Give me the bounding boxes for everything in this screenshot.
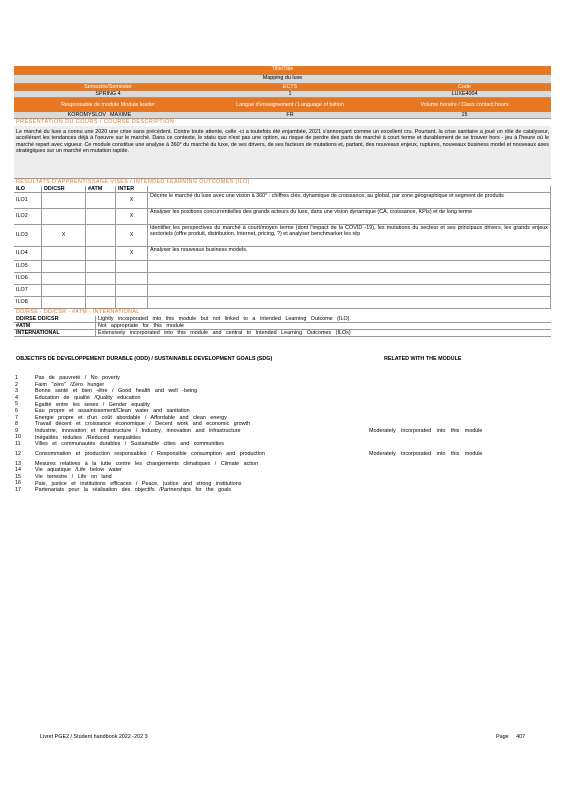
sdg-text: Energie propre et d'un coût abordable / Affordable and clean energy [35, 414, 227, 421]
syllabus-page [14, 66, 551, 494]
footer-right [496, 734, 525, 740]
sdg-text: Mesures relatives à la lutte contre les changements climatiques / Climate action [35, 460, 258, 467]
ilo-inter: X [116, 247, 148, 261]
responsable-value-row [14, 112, 551, 119]
ilo-atm [86, 247, 116, 261]
title-label: Title/Title [271, 66, 294, 72]
semester-value-row [14, 91, 551, 98]
ilo-description: Analyser les nouveaux business models. [148, 247, 551, 261]
sdg-text: Egalité entre les sexes / Gender equality [35, 401, 150, 408]
ilo-description [148, 285, 551, 297]
title-bar [14, 66, 551, 75]
sdg-number: 10 [15, 434, 21, 441]
ilo-heading-row [14, 179, 551, 186]
sdg-text: Consommation et production responsables / Responsible consumption and production [35, 450, 265, 457]
ilo-row [14, 273, 551, 285]
legend-heading: DD/RSE - DD/CSR - #ATM - INTERNATIONAL [16, 309, 140, 315]
ilo-table-body [14, 193, 551, 309]
legend-text: Not appropriate for this module [98, 323, 185, 329]
sdg-row [14, 461, 551, 468]
sdg-related-heading: RELATED WITH THE MODULE [384, 356, 462, 362]
responsable-value-1: KOROMYSLOV [67, 112, 106, 118]
sdg-related: Moderately incorporated into this module [369, 450, 483, 457]
sdg-row [14, 401, 551, 408]
ilo-column-header [14, 186, 551, 193]
ilo-dd-csr [42, 273, 86, 285]
ilo-atm [86, 225, 116, 247]
ilo-atm [86, 261, 116, 273]
ects-value: 1 [288, 91, 292, 97]
presentation-body-row [14, 126, 551, 179]
sdg-row [14, 408, 551, 415]
ilo-row [14, 209, 551, 225]
legend-text: Extensively incorporated into this module and central to Intended Learning Outcomes (ILOs) [98, 330, 351, 336]
sdg-text: Eau propre et assainissement/Clean water and sanitation [35, 408, 190, 415]
sdg-row [14, 434, 551, 441]
col-description [148, 186, 551, 193]
ilo-dd-csr [42, 247, 86, 261]
responsable-header-row [14, 98, 551, 112]
sdg-heading-row [14, 356, 551, 375]
sdg-number: 14 [15, 467, 21, 474]
sdg-number: 7 [15, 414, 18, 421]
ilo-description [148, 261, 551, 273]
ilo-inter [116, 297, 148, 309]
sdg-list [14, 375, 551, 494]
title-value-row [14, 75, 551, 84]
sdg-number: 8 [15, 421, 18, 428]
ilo-id: ILO8 [14, 297, 42, 309]
sdg-number: 2 [15, 381, 18, 388]
semester-header-row [14, 84, 551, 91]
ilo-dd-csr [42, 285, 86, 297]
sdg-row [14, 474, 551, 481]
sdg-row [14, 480, 551, 487]
semester-value: SPRING 4 [95, 91, 121, 97]
ilo-description: Analyser les positions concurrentielles des grands acteurs du luxe, dans une vision dynamique (CA, croissance, KPIs) et de long terme [148, 209, 551, 225]
sdg-number: 15 [15, 473, 21, 480]
sdg-row [14, 428, 551, 435]
sdg-row [14, 487, 551, 494]
sdg-text: Vie terrestre / Life on land [35, 473, 112, 480]
sdg-text: Pas de pauvreté / No poverty [35, 375, 120, 382]
ilo-dd-csr [42, 193, 86, 209]
footer-page-label: Page [496, 734, 509, 740]
sdg-row [14, 388, 551, 395]
ilo-row [14, 225, 551, 247]
ilo-id: ILO2 [14, 209, 42, 225]
responsable-label: Responsable de module Module leader [61, 101, 155, 108]
ilo-row [14, 193, 551, 209]
ilo-description [148, 273, 551, 285]
sdg-text: Inégalités réduites /Reduced inequalities [35, 434, 141, 441]
sdg-text: Faim "zéro" /Zero hunger [35, 381, 105, 388]
sdg-number: 5 [15, 401, 18, 408]
language-label: Langue d'enseignement / Language of tuition [236, 102, 344, 108]
ilo-id: ILO6 [14, 273, 42, 285]
sdg-row [14, 421, 551, 428]
sdg-number: 13 [15, 460, 21, 467]
ilo-id: ILO4 [14, 247, 42, 261]
sdg-row [14, 395, 551, 402]
ilo-inter: X [116, 225, 148, 247]
col-dd-csr: DD/CSR [42, 186, 86, 193]
ilo-id: ILO1 [14, 193, 42, 209]
sdg-text: Villes et communautés durables / Sustainable cities and communities [35, 441, 224, 448]
sdg-text: Partenariats pour la réalisation des objectifs /Partnerships for the goals [35, 487, 231, 494]
language-value: FR [286, 112, 294, 118]
sdg-row [14, 467, 551, 474]
sdg-number: 1 [15, 375, 18, 381]
ilo-inter: X [116, 209, 148, 225]
legend-row [14, 323, 551, 330]
ilo-atm [86, 285, 116, 297]
sdg-number: 4 [15, 394, 18, 401]
ilo-atm [86, 297, 116, 309]
ilo-dd-csr [42, 297, 86, 309]
footer-left [40, 734, 148, 740]
code-value: LUXE4004 [451, 91, 478, 97]
ilo-dd-csr: X [42, 225, 86, 247]
legend-text: Lightly incorporated into this module but not linked to a Intended Learning Outcome (ILO) [98, 316, 350, 322]
sdg-row [14, 382, 551, 389]
legend-row [14, 330, 551, 337]
sdg-text: Industrie, innovation et infrastructure / Industry, innovation and infrastructure [35, 427, 241, 434]
ilo-description: Identifier les perspectives du marché à court/moyen terme (dont l'impact de la COVID -19), les mutations du secteur et ses principaux drivers, les grands enjeux sectoriels (offre produit, distribution, Internet, pricing, ?) et analyser benchmarker les rép [148, 225, 551, 247]
volume-value: 15 [461, 112, 468, 118]
sdg-number: 16 [15, 480, 21, 487]
sdg-text: Vie aquatique /Life below water [35, 467, 122, 474]
presentation-text: Le marché du luxe a connu une 2020 une crise sans précédent. Contre toute attente, celle -ci a toutefois été enjambée, 2021 s'annonçant comme un excellent cru. Pourtant, la crise sanitaire a joué un rôle de catalyseur, accélérant les tendances déjà à l'oeuvre sur le marché. Dans ce contexte, le statu quo n'est pas une option, au risque de perdre des parts de marché à court terme et durablement de se trouver hors - jeu à l'heure où le marché repart avec vigueur. Ce module constitue une analyse à 360° du marché du luxe, de ses drivers, de ses facteurs de mutations et, partant, des nouveaux enjeux, ruptures, nouveaux business model et nouveaux axes stratégiques sur un marché en mutation rapide. [16, 129, 549, 154]
footer-page-number: 407 [516, 734, 526, 740]
legend-heading-row [14, 309, 551, 316]
volume-label: Volume horaire / Class contact hours [420, 101, 509, 108]
footer-handbook-label: Livret PGE2 / Student handbook 2022 -202 3 [40, 734, 148, 740]
col-ilo: ILO [14, 186, 42, 193]
semester-label: Semestre/Semester [84, 84, 132, 90]
legend-row [14, 316, 551, 323]
legend-key: INTERNATIONAL [14, 330, 96, 336]
ilo-row [14, 297, 551, 309]
title-value: Mapping du luxe [262, 75, 303, 81]
ilo-heading: RESULTATS D'APPRENTISSAGE VISES / INTENDED LEARNING OUTCOMES (ILO) [16, 179, 250, 185]
sdg-row [14, 441, 551, 448]
ilo-inter [116, 285, 148, 297]
ects-label: ECTS [282, 84, 298, 90]
sdg-number: 3 [15, 388, 18, 395]
sdg-row [14, 448, 551, 461]
ilo-inter: X [116, 193, 148, 209]
sdg-row [14, 415, 551, 422]
ilo-description: Décrire le marché du luxe avec une vision à 360° : chiffres clés, dynamique de croissance, au global, par zone géographique et segment de produits [148, 193, 551, 209]
ilo-row [14, 261, 551, 273]
ilo-description [148, 297, 551, 309]
sdg-text: Bonne santé et bien -être / Good health and well -being [35, 388, 198, 395]
sdg-heading: OBJECTIFS DE DEVELOPPEMENT DURABLE (ODD) / SUSTAINABLE DEVELOPMENT GOALS (SDG) [16, 356, 273, 362]
sdg-number: 11 [15, 440, 21, 447]
col-inter: INTER [116, 186, 148, 193]
ilo-inter [116, 261, 148, 273]
legend-key: DD/RSE DD/CSR [14, 316, 96, 322]
sdg-number: 6 [15, 407, 18, 414]
legend-table [14, 316, 551, 337]
sdg-number: 17 [15, 486, 21, 493]
legend-key: #ATM [14, 323, 96, 329]
ilo-inter [116, 273, 148, 285]
ilo-atm [86, 209, 116, 225]
col-atm: #ATM [86, 186, 116, 193]
sdg-number: 9 [15, 427, 18, 434]
ilo-id: ILO7 [14, 285, 42, 297]
ilo-id: ILO3 [14, 225, 42, 247]
ilo-dd-csr [42, 209, 86, 225]
code-label: Code [458, 84, 471, 90]
sdg-text: Education de qualité /Quality education [35, 394, 141, 401]
sdg-related: Moderately incorporated into this module [369, 427, 483, 434]
ilo-row [14, 247, 551, 261]
ilo-id: ILO5 [14, 261, 42, 273]
ilo-dd-csr [42, 261, 86, 273]
sdg-number: 12 [15, 450, 21, 457]
sdg-row [14, 375, 551, 382]
sdg-text: Travail décent et croissance économique / Decent work and economic growth [35, 421, 250, 428]
presentation-heading: PRESENTATION DU COURS / COURSE DESCRIPTION [16, 119, 175, 125]
ilo-atm [86, 193, 116, 209]
responsable-value-2: MAXIME [110, 112, 132, 118]
ilo-row [14, 285, 551, 297]
ilo-atm [86, 273, 116, 285]
presentation-heading-row [14, 119, 551, 126]
sdg-text: Paix, justice et institutions efficaces / Peace, justice and strong institutions [35, 480, 242, 487]
